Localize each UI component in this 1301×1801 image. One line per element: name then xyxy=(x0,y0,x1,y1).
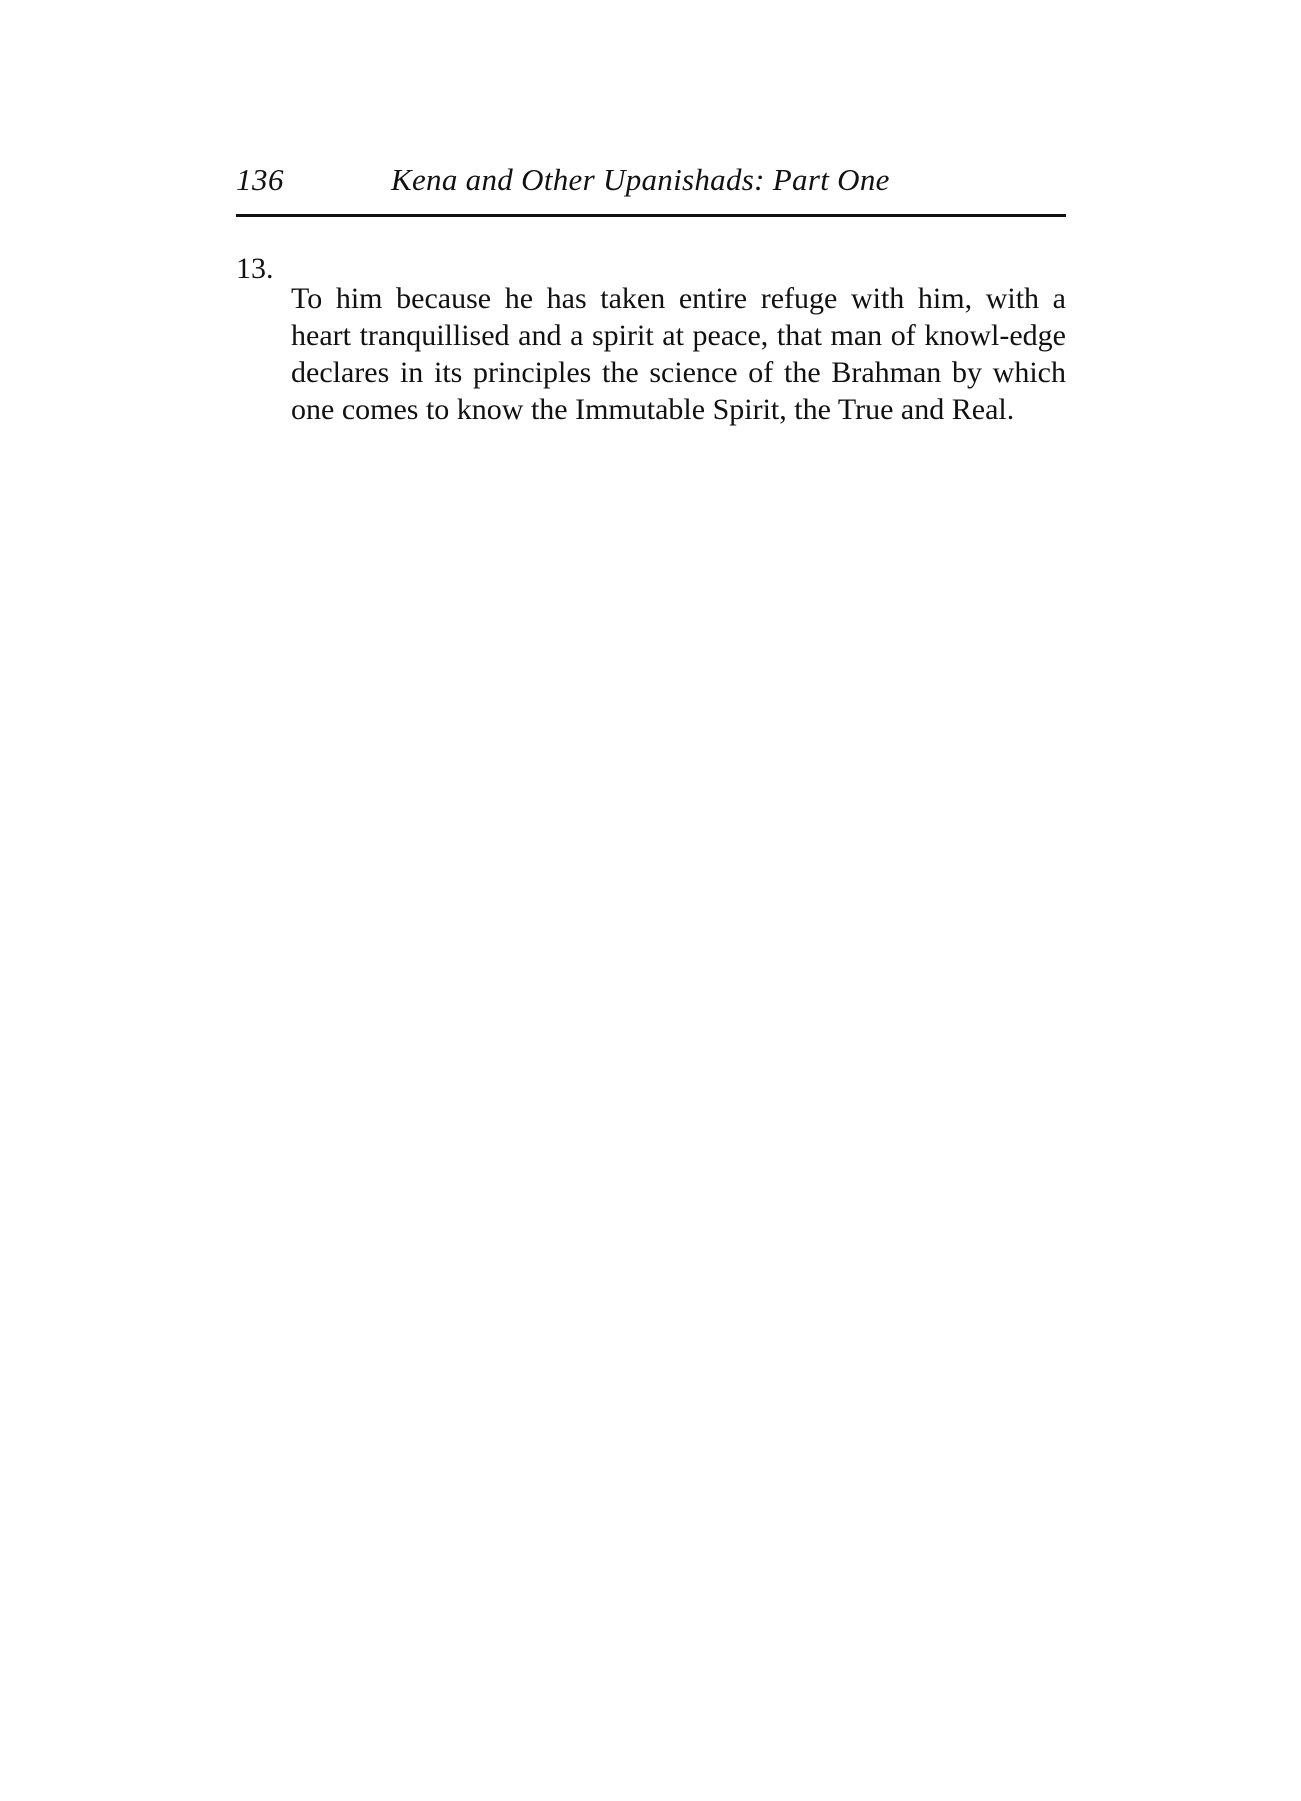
book-title: Kena and Other Upanishads: Part One xyxy=(391,162,890,197)
running-header xyxy=(236,160,1066,217)
page-number: 136 xyxy=(236,162,284,197)
verse-number: 13. xyxy=(236,252,274,285)
verse-text: To him because he has taken entire refuge with him, with a heart tranquillised and a spirit at peace, that man of knowl-edge declares in its principles the science of the Brahman by which one comes to know the Immutable Spirit, the True and Real. xyxy=(291,282,1066,426)
verse-13 xyxy=(236,250,1066,458)
